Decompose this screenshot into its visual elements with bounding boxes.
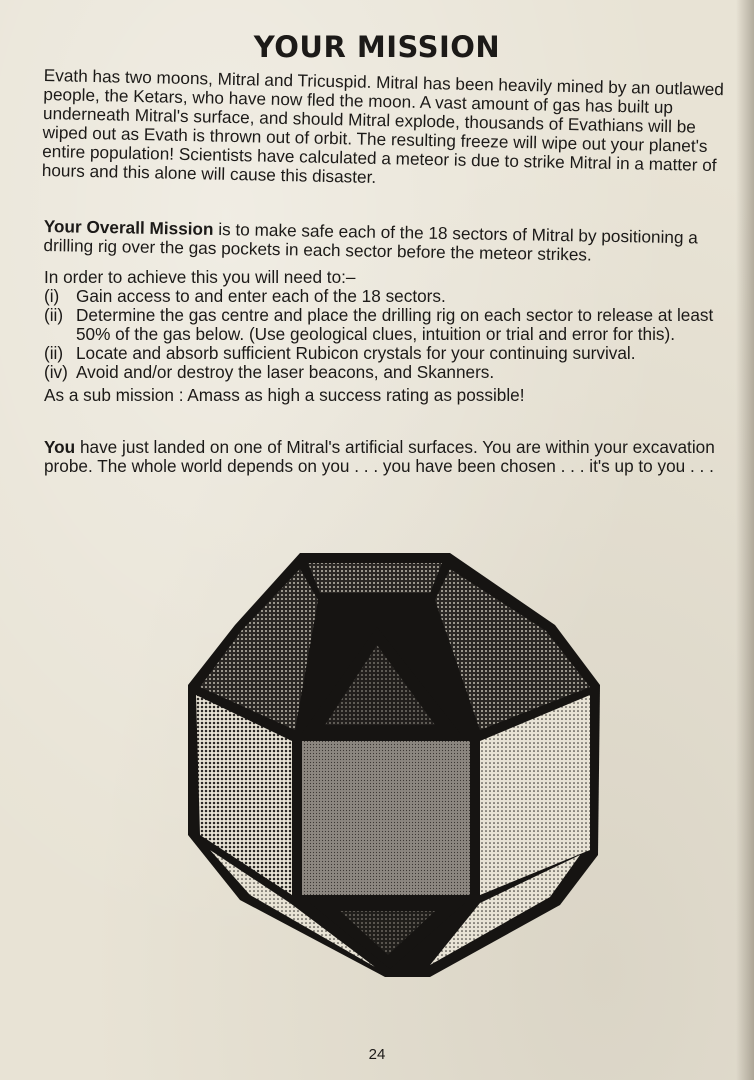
task-number: (ii) [44, 305, 64, 325]
sub-mission: As a sub mission : Amass as high a success rating as possible! [44, 385, 525, 405]
task-number: (iv) [44, 362, 68, 382]
task-text: Gain access to and enter each of the 18 sectors. [76, 286, 446, 306]
story-paragraph: Evath has two moons, Mitral and Tricuspid. Mitral has been heavily mined by an outlawed people, the Ketars, who have now fled the moon. A vast amount of gas has built up underneath Mitral's surface, and should Mitral explode, thousands of Evathians will be wiped out as Evath is thrown out of orbit. The resulting freeze will wipe out your planet's entire population! Scientists have calculated a meteor is due to strike Mitral in a matter of hours and this alone will cause this disaster. [41, 65, 725, 187]
task-list [44, 287, 734, 382]
closing-lead: You [44, 437, 76, 457]
crystal-illustration [180, 545, 610, 985]
task-item [44, 287, 734, 306]
task-item [44, 363, 734, 382]
overall-mission-lead: Your Overall Mission [43, 216, 214, 239]
task-number: (i) [44, 286, 60, 306]
crystal-center-face [302, 741, 470, 895]
page-number: 24 [368, 1046, 386, 1063]
tasks-intro: In order to achieve this you will need to:– [44, 267, 356, 287]
task-number: (ii) [44, 343, 64, 363]
overall-mission-paragraph [43, 217, 734, 267]
task-item [44, 344, 734, 363]
page-title: YOUR MISSION [253, 30, 501, 64]
task-text: Locate and absorb sufficient Rubicon crystals for your continuing survival. [76, 343, 636, 363]
page-edge-shadow [736, 0, 754, 1080]
task-text: Determine the gas centre and place the drilling rig on each sector to release at least 50% of the gas below. (Use geological clues, intuition or trial and error for this). [76, 305, 714, 344]
task-item [44, 306, 734, 344]
closing-paragraph [44, 438, 734, 476]
closing-text: have just landed on one of Mitral's artificial surfaces. You are within your excavation probe. The whole world depends on you . . . you have been chosen . . . it's up to you . . . [44, 437, 715, 476]
task-text: Avoid and/or destroy the laser beacons, and Skanners. [76, 362, 495, 382]
crystal-top-face [308, 563, 442, 593]
overall-mission-text: is to make safe each of the 18 sectors of Mitral by positioning a drilling rig over the gas pockets in each sector before the meteor strikes. [43, 218, 698, 265]
